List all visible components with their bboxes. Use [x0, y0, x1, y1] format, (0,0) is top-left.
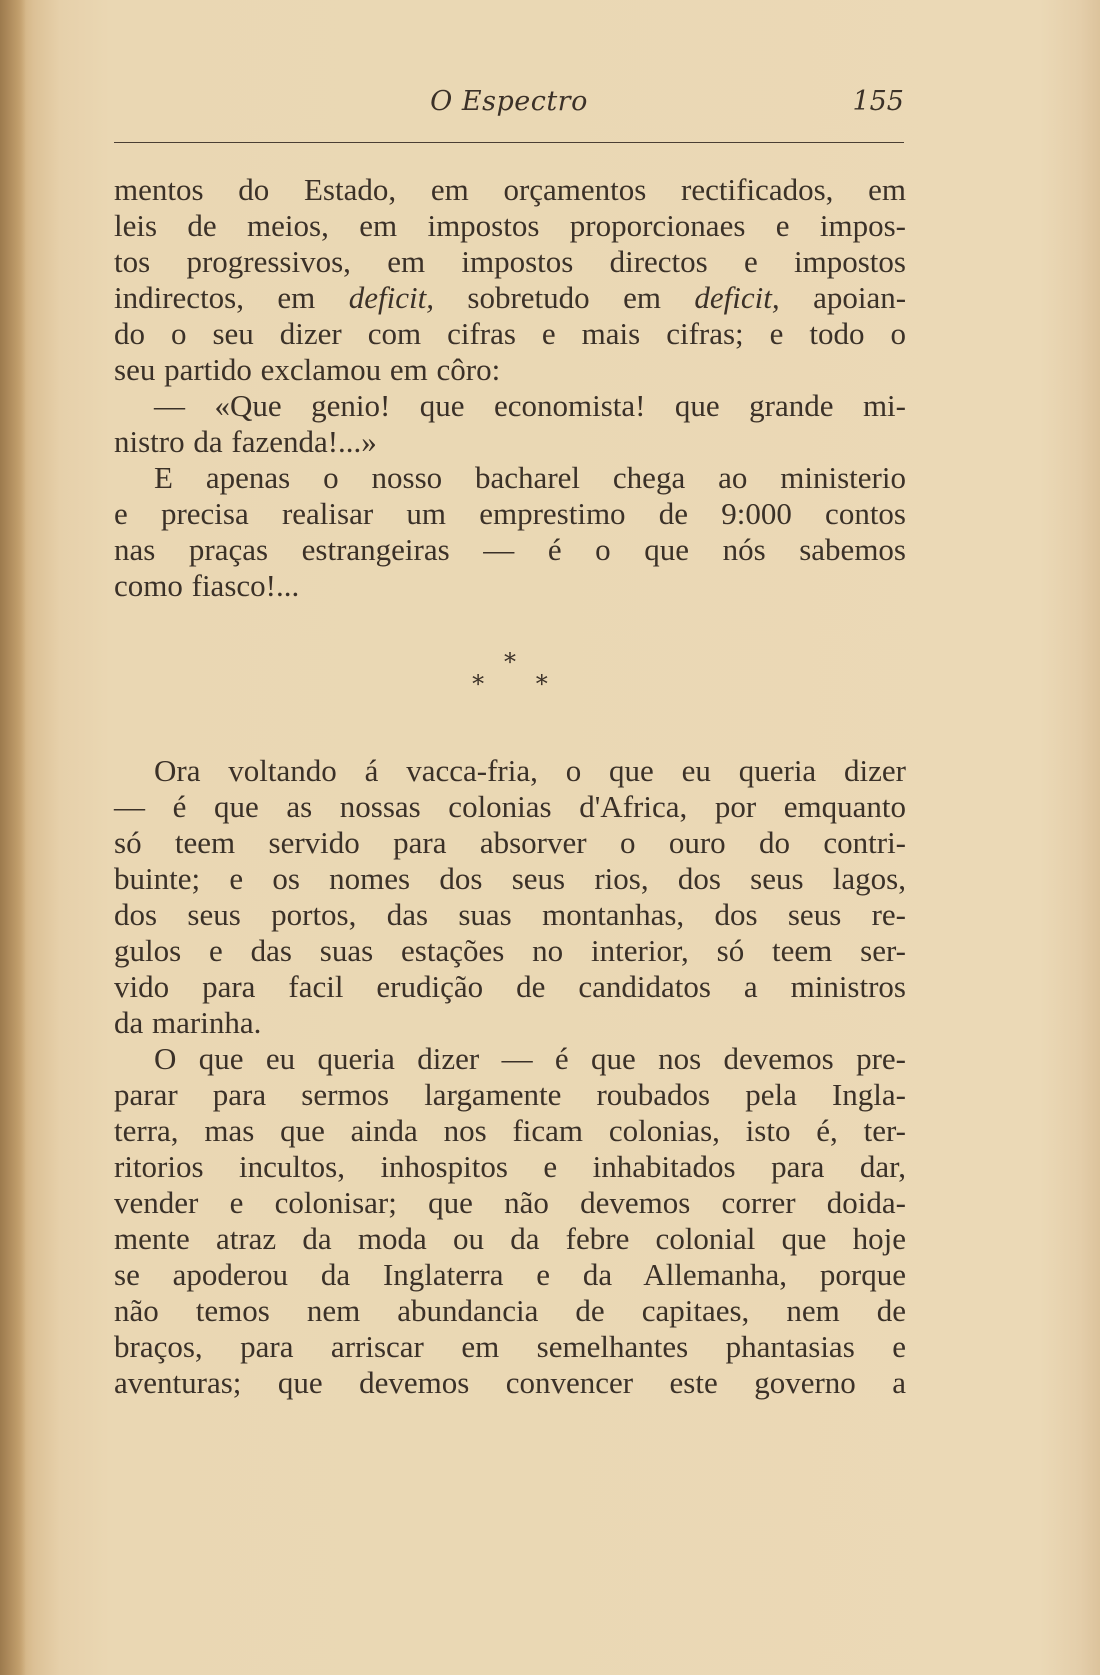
text-line: do o seu dizer com cifras e mais cifras; e todo o — [114, 316, 906, 351]
header-rule — [114, 142, 904, 143]
text-line: como fiasco!... — [114, 568, 300, 603]
text-line: nas praças estrangeiras — é o que nós sabemos — [114, 532, 906, 567]
page-header — [114, 82, 904, 122]
text-line: aventuras; que devemos convencer este governo a — [114, 1365, 906, 1400]
text-line: Ora voltando á vacca-fria, o que eu queria dizer — [154, 753, 906, 788]
section-separator-bottom: * * — [472, 670, 570, 698]
text-line: parar para sermos largamente roubados pela Ingla- — [114, 1077, 906, 1112]
text-line: vender e colonisar; que não devemos correr doida- — [114, 1185, 906, 1220]
text-line-mixed — [114, 280, 906, 316]
running-title: O Espectro — [430, 86, 588, 117]
italic-term: deficit, — [694, 280, 780, 315]
text-line: e precisa realisar um emprestimo de 9:000 contos — [114, 496, 906, 531]
page-number: 155 — [852, 86, 904, 117]
text-block-2 — [114, 753, 906, 1401]
text-line: seu partido exclamou em côro: — [114, 352, 501, 387]
text-block-1 — [114, 172, 906, 604]
text-line: O que eu queria dizer — é que nos devemos pre- — [154, 1041, 906, 1076]
text-run: apoian- — [813, 280, 907, 315]
text-line: dos seus portos, das suas montanhas, dos seus re- — [114, 897, 906, 932]
text-line: não temos nem abundancia de capitaes, nem de — [114, 1293, 906, 1328]
text-line: — «Que genio! que economista! que grande mi- — [154, 388, 906, 423]
text-line: ritorios incultos, inhospitos e inhabitados para dar, — [114, 1149, 906, 1184]
text-line: leis de meios, em impostos proporcionaes e impos- — [114, 208, 906, 243]
text-run: indirectos, em — [114, 280, 316, 315]
section-separator-top: * — [504, 648, 516, 676]
text-line: vido para facil erudição de candidatos a ministros — [114, 969, 906, 1004]
text-line: mente atraz da moda ou da febre colonial que hoje — [114, 1221, 906, 1256]
text-line: braços, para arriscar em semelhantes phantasias e — [114, 1329, 906, 1364]
text-line: da marinha. — [114, 1005, 262, 1040]
text-line: mentos do Estado, em orçamentos rectificados, em — [114, 172, 906, 207]
text-line: só teem servido para absorver o ouro do contri- — [114, 825, 906, 860]
text-line: tos progressivos, em impostos directos e impostos — [114, 244, 906, 279]
text-line: se apoderou da Inglaterra e da Allemanha, porque — [114, 1257, 906, 1292]
page-spine-shadow — [0, 0, 26, 1675]
text-line: nistro da fazenda!...» — [114, 424, 377, 459]
text-line: buinte; e os nomes dos seus rios, dos seus lagos, — [114, 861, 906, 896]
text-line: E apenas o nosso bacharel chega ao ministerio — [154, 460, 906, 495]
text-line: gulos e das suas estações no interior, só teem ser- — [114, 933, 906, 968]
italic-term: deficit, — [348, 280, 434, 315]
text-run: sobretudo em — [467, 280, 661, 315]
text-line: terra, mas que ainda nos ficam colonias, isto é, ter- — [114, 1113, 906, 1148]
text-line: — é que as nossas colonias d'Africa, por emquanto — [114, 789, 906, 824]
